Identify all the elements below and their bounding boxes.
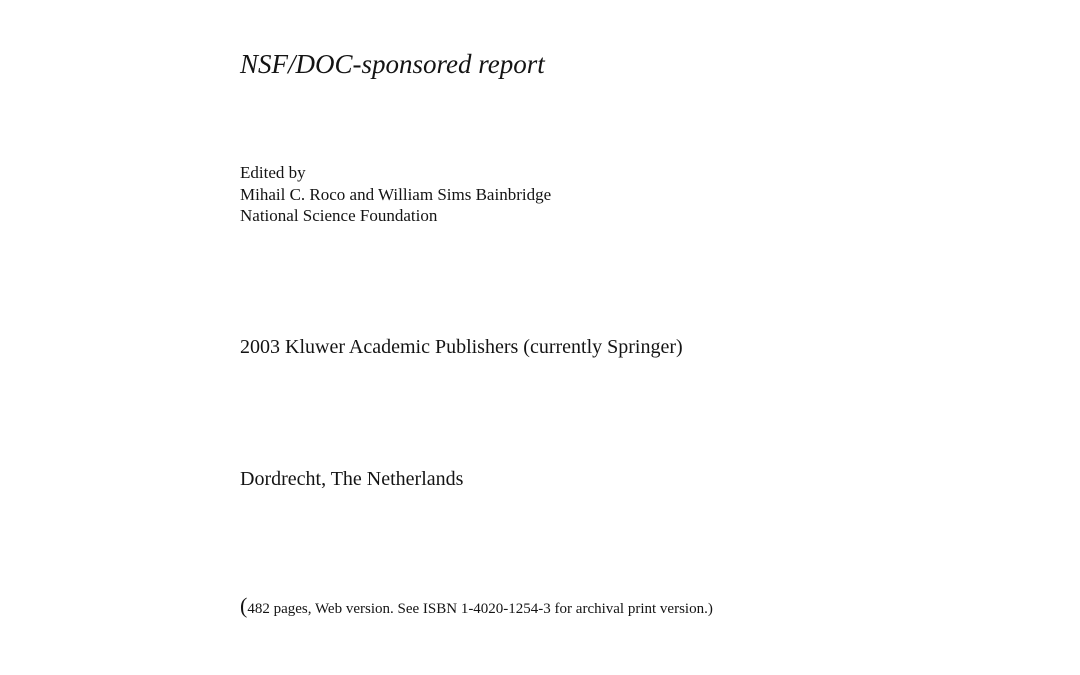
location-line: Dordrecht, The Netherlands xyxy=(240,468,464,490)
editor-names: Mihail C. Roco and William Sims Bainbridge xyxy=(240,184,552,204)
publisher-line: 2003 Kluwer Academic Publishers (currently Springer) xyxy=(240,336,683,358)
editor-affiliation: National Science Foundation xyxy=(240,206,438,225)
version-note-text: 482 pages, Web version. See ISBN 1-4020-1254-3 for archival print version.) xyxy=(247,601,713,617)
report-title: NSF/DOC-sponsored report xyxy=(240,49,545,79)
version-note-open-paren: ( xyxy=(240,593,248,618)
edited-by-label: Edited by xyxy=(240,163,306,182)
editors-block xyxy=(240,162,551,227)
version-note xyxy=(240,594,713,621)
